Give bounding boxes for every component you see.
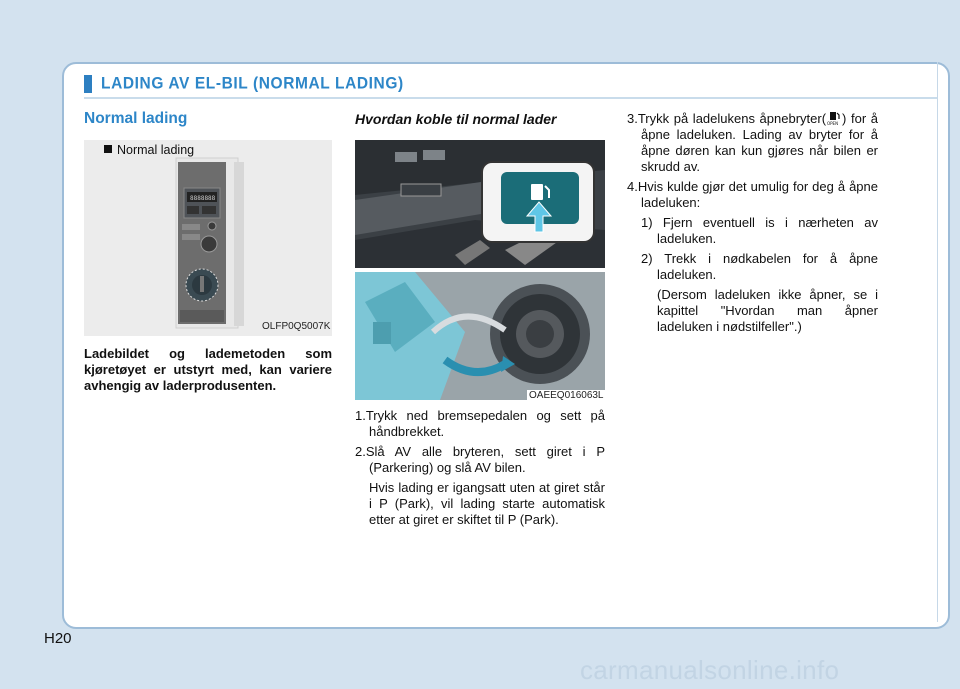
svg-text:OPEN: OPEN: [827, 121, 839, 126]
charge-port-photo: [355, 272, 605, 400]
substep-2: 2) Trekk i nødkabelen for å åpne ladeluken.: [641, 251, 878, 282]
step-4: 4.Hvis kulde gjør det umulig for deg å åpne ladeluken:: [627, 179, 878, 210]
svg-text:8888888: 8888888: [190, 195, 216, 202]
charger-figure: [84, 140, 332, 336]
steps-list: [355, 408, 605, 532]
substep-1: 1) Fjern eventuell is i nærheten av ladeluken.: [641, 215, 878, 246]
step-1: 1.Trykk ned bremsepedalen og sett på håndbrekket.: [355, 408, 605, 439]
charger-illustration: [84, 140, 332, 336]
figure-caption: Normal lading: [104, 143, 194, 157]
header-title: LADING AV EL-BIL (NORMAL LADING): [101, 74, 404, 93]
column-title: Hvordan koble til normal lader: [355, 111, 557, 127]
charge-door-open-icon: [826, 111, 842, 126]
header-underline: [84, 97, 937, 99]
section-title: Normal lading: [84, 110, 188, 127]
body-text: Ladebildet og lademetoden som kjøretøyet er utstyrt med, kan variere avhengig av laderprodusenten.: [84, 346, 332, 393]
step-2-note: Hvis lading er igangsatt uten at giret står i P (Park), vil lading starte automatisk etter at giret er skiftet til P (Park).: [369, 480, 605, 527]
dashboard-photo: [355, 140, 605, 268]
column-3: [627, 111, 878, 339]
page-number: H20: [44, 630, 72, 647]
photo-code: OAEEQ016063L: [529, 390, 604, 400]
step-2: 2.Slå AV alle bryteren, sett giret i P (Parkering) og slå AV bilen.: [355, 444, 605, 475]
dashboard-illustration: [355, 140, 605, 268]
figure-code: OLFP0Q5007K: [262, 321, 331, 332]
footer-watermark: carmanualsonline.info: [580, 655, 840, 685]
right-margin-line: [937, 62, 938, 622]
substep-2-note: (Dersom ladeluken ikke åpner, se i kapittel "Hvordan man åpner ladeluken i nødstilfeller".): [657, 287, 878, 334]
charge-port-illustration: [355, 272, 605, 400]
header-bar: [84, 75, 92, 93]
step-3: 3.Trykk på ladelukens åpnebryter( OPEN ) for å åpne ladeluken. Lading av bryter for å åpne døren kan kun gjøres når bilen er skrudd av.: [627, 111, 878, 174]
section-header: [84, 75, 404, 93]
